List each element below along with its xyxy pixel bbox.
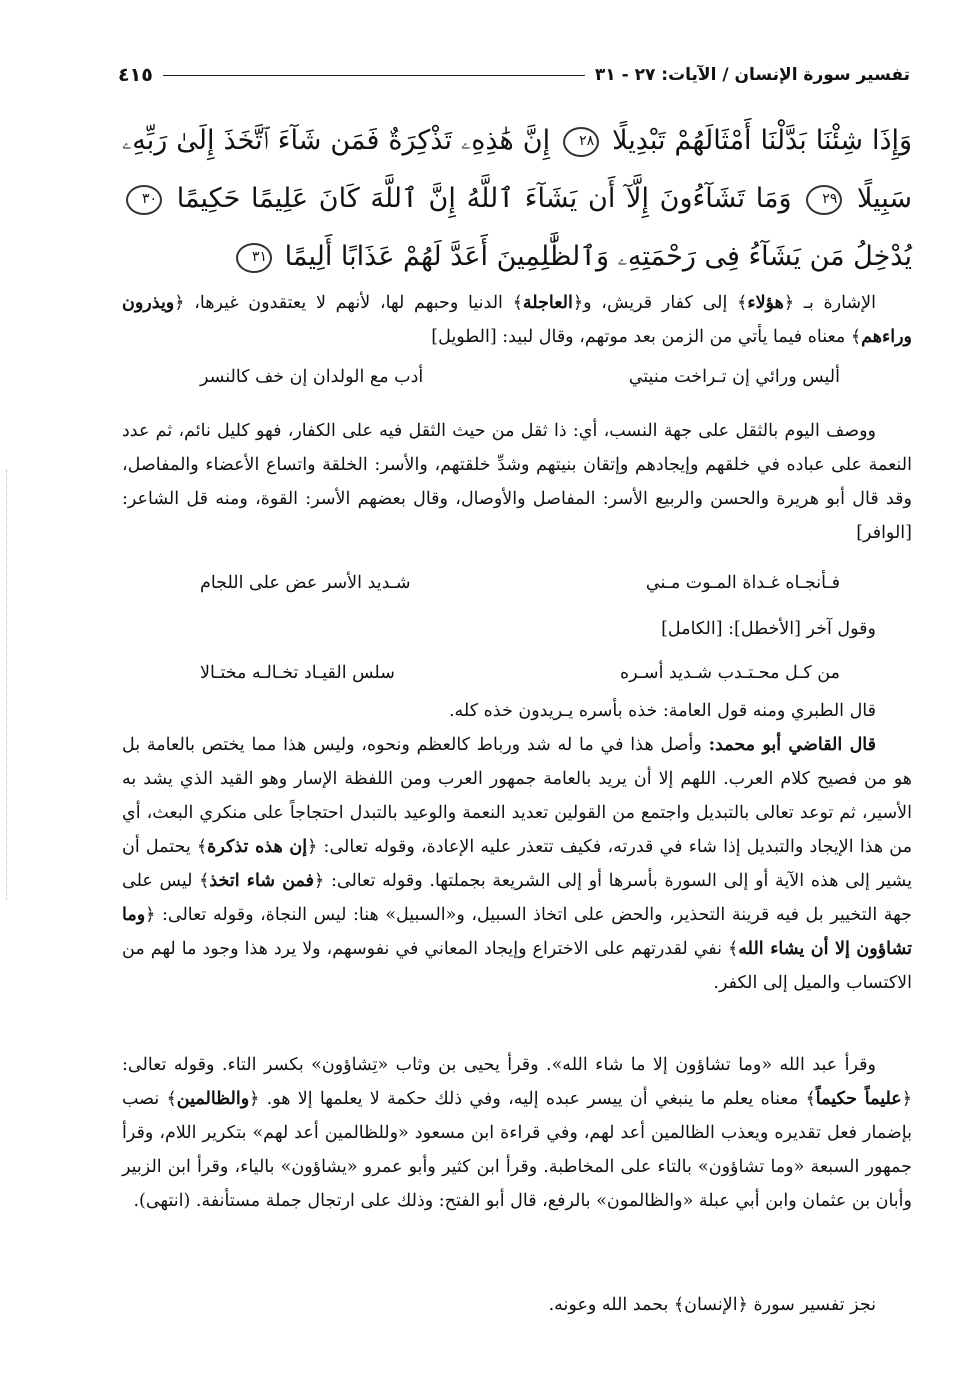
commentary-paragraph-4 — [122, 694, 912, 728]
aya-number-marker: ٣٠ — [126, 185, 162, 215]
commentary-paragraph-2 — [122, 414, 912, 550]
text-run: ﴾ إلى كفار قريش، و﴿ — [572, 293, 748, 313]
quoted-term: هؤلاء — [747, 293, 784, 313]
commentary-paragraph-6 — [122, 1048, 912, 1218]
text-run: الإشارة بـ ﴿ — [783, 293, 876, 313]
poetry-verse-3 — [200, 656, 840, 690]
text-run: ﴾ الدنيا وحبهم لها، لأنهم لا يعتقدون غيرها، ﴿ — [174, 293, 523, 313]
text-run: وقرأ عبد الله «وما تشاؤون إلا ما شاء الله». وقرأ يحيى بن وثاب «تِشاؤون» بكسر التاء. وقوله تعالى: ﴿ — [122, 1055, 913, 1109]
verse-hemistich-right: من كـل محـتـدب شـديد أسـره — [619, 663, 840, 683]
text-run: ﴾ نفي لقدرتهم على الاختراع وإيجاد المعاني في نفوسهم، ولا يرد هذا وجود ما لهم من الاكتساب والميل إلى الكفر. — [122, 939, 912, 993]
quoted-term: عليماً حكيماً — [815, 1089, 902, 1109]
author-label: قال القاضي أبو محمد: — [708, 735, 876, 755]
paragraph-text: وقول آخر [الأخطل]: [الكامل] — [661, 619, 876, 639]
aya-number-marker: ٢٩ — [806, 185, 842, 215]
quoted-term: والظالمين — [176, 1089, 250, 1109]
verse-hemistich-left: سلس القيـاد تخـالـه مختـالا — [200, 663, 395, 683]
text-run: وأصل هذا في ما له شد ورباط كالعظم ونحوه، وليس هذا مما يختص بالعامة بل هو من فصيح كلام العرب. اللهم إلا أن يريد بالعامة جمهور العرب ومن اللفظة الإسار وهو القيد الذي يشد به الأسير، ثم توعد تعالى بالتبديل واجتمع من القولين تعديد النعمة والوعيد بالتبدل احتجاجاً على منكري البعث، أي من هذا الإيجاد والتبديل إذا شاء في قدرته، فكيف تتعذر عليه الإعادة، وقوله تعالى: ﴿ — [122, 735, 912, 857]
verse-hemistich-left: أدب مع الولدان إن خف كالنسر — [200, 367, 424, 387]
commentary-paragraph-5 — [122, 728, 912, 1000]
commentary-paragraph-3 — [122, 612, 912, 646]
quoted-term: ويذرون وراءهم — [122, 293, 912, 347]
verse-text: وَإِذَا شِئْنَا بَدَّلْنَا أَمْثَالَهُمْ تَبْدِيلًا — [612, 125, 913, 156]
verse-text: إِنَّ هَٰذِهِۦ تَذْكِرَةٌ فَمَن شَآءَ ٱتَّخَذَ إِلَىٰ رَبِّهِۦ سَبِيلًا — [122, 125, 912, 214]
paragraph-text: نجز تفسير سورة ﴿الإنسان﴾ بحمد الله وعونه. — [548, 1295, 876, 1315]
paragraph-text: ووصف اليوم بالثقل على جهة النسب، أي: ذا ثقل من حيث الثقل فيه على الكفار، فهو كليل نائم، ثم عدد النعمة على عباده في خلقهم وإيجادهم وإتقان بنيتهم وشدِّ خلقتهم، والأسر: الخلقة واتساع الأعضاء والمفاصل، وقد قال أبو هريرة والحسن والربيع الأسر: المفاصل والأوصال، وقال بعضهم الأسر: القوة، ومنه قل الشاعر: [الوافر] — [122, 421, 912, 543]
text-run: ﴾ معناه فيما يأتي من الزمن بعد موتهم، وقال لبيد: [الطويل] — [431, 327, 862, 347]
paragraph-text: قال الطبري ومنه قول العامة: خذه بأسره يـريدون خذه كله. — [448, 701, 876, 721]
quoted-term: فمن شاء اتخذ — [209, 871, 315, 891]
poetry-verse-1 — [200, 360, 840, 394]
text-run: ﴾ ليس على جهة التخيير بل فيه قرينة التحذير، والحض على اتخاذ السبيل، و«السبيل» هنا: ليس النجاة، وقوله تعالى: ﴿ — [122, 871, 912, 925]
verse-text: وَمَا تَشَآءُونَ إِلَّآ أَن يَشَآءَ ٱللَّهُ إِنَّ ٱللَّهَ كَانَ عَلِيمًا حَكِيمًا — [176, 183, 792, 214]
text-run: ﴾ يحتمل أن يشير إلى هذه الآية أو إلى السورة بأسرها أو إلى الشريعة بجملتها. وقوله تعالى: ﴿ — [122, 837, 912, 891]
commentary-paragraph-1 — [122, 286, 912, 354]
verse-hemistich-right: أليس ورائي إن تـراخت منيتي — [628, 367, 840, 387]
closing-line — [122, 1288, 912, 1322]
aya-number-marker: ٣١ — [236, 243, 272, 273]
running-title: تفسير سورة الإنسان / الآيات: ٢٧ - ٣١ — [594, 65, 910, 85]
margin-dotted-line — [6, 470, 9, 900]
verse-hemistich-right: فـأنجـاه غـداة المـوت مـني — [645, 573, 840, 593]
quoted-term: العاجلة — [522, 293, 573, 313]
quoted-term: وما تشاؤون إلا أن يشاء الله — [122, 905, 912, 959]
header-rule — [163, 75, 585, 76]
text-run: ﴾ معناه يعلم ما ينبغي أن ييسر عبده إليه، وفي ذلك حكمة لا يعلمها إلا هو. ﴿ — [249, 1089, 816, 1109]
verse-hemistich-left: شـديد الأسر عض على اللجام — [200, 573, 411, 593]
quran-verses — [122, 112, 912, 286]
poetry-verse-2 — [200, 566, 840, 600]
page-number: ٤١٥ — [118, 64, 153, 86]
aya-number-marker: ٢٨ — [563, 127, 599, 157]
page-header — [118, 60, 910, 90]
quoted-term: إن هذه تذكرة — [207, 837, 308, 857]
text-run: ﴾ نصب بإضمار فعل تقديره ويعذب الظالمين أعد لهم، وفي قراءة ابن مسعود «وللظالمين أعد لهم» بتكرير اللام، وقرأ جمهور السبعة «وما تشاؤون» بالتاء على المخاطبة. وقرأ ابن كثير وأبو عمرو «يشاؤون» بالياء، وقرأ ابن الزبير وأبان بن عثمان وابن أبي عبلة «والظالمون» بالرفع، قال أبو الفتح: وذلك على ارتجال جملة مستأنفة. (انتهى). — [122, 1089, 912, 1211]
verse-text: يُدْخِلُ مَن يَشَآءُ فِى رَحْمَتِهِۦ وَٱلظَّٰلِمِينَ أَعَدَّ لَهُمْ عَذَابًا أَلِيمًا — [284, 241, 912, 272]
